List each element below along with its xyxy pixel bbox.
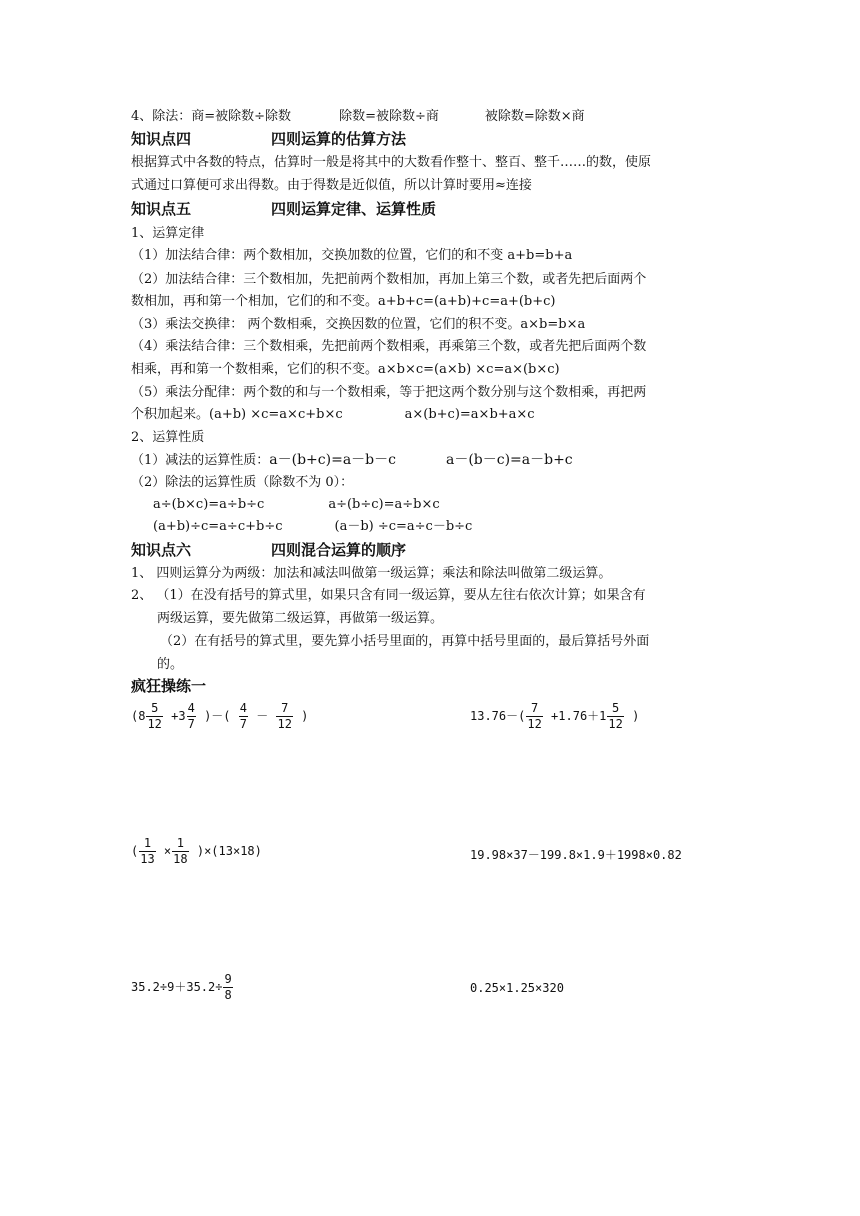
- formula: (a+b)÷c=a÷c+b÷c: [153, 519, 283, 534]
- paragraph-line: （5）乘法分配律：两个数的和与一个数相乘，等于把这两个数分别与这个数相乘，再把两: [131, 385, 647, 400]
- paragraph-line: 的。: [157, 657, 184, 672]
- paragraph-line: 1、 四则运算分为两级：加法和减法叫做第一级运算；乘法和除法叫做第二级运算。: [131, 566, 612, 581]
- expr-part: 13.76－(: [470, 709, 526, 723]
- fraction: [607, 701, 623, 732]
- expr-part: ×: [163, 844, 172, 858]
- fraction: [187, 701, 196, 732]
- paragraph-line: （1）加法结合律：两个数相加，交换加数的位置，它们的和不变 a+b=b+a: [131, 248, 573, 263]
- numerator: 1: [139, 836, 155, 852]
- paragraph-line: 相乘，再和第一个数相乘，它们的积不变。a×b×c=(a×b) ×c=a×(b×c): [131, 362, 560, 377]
- expr-part: 35.2÷9＋35.2÷: [131, 980, 223, 994]
- heading-label: 知识点五: [131, 200, 192, 218]
- paragraph-line: [153, 518, 472, 536]
- heading-label: 知识点六: [131, 541, 192, 559]
- expr-part: ): [632, 709, 640, 723]
- paragraph-line: [131, 406, 535, 424]
- expr-part: )－(: [204, 709, 231, 723]
- section-heading-6: [131, 541, 407, 559]
- fraction: [239, 701, 248, 732]
- numerator: 1: [172, 836, 188, 852]
- expr-part: (: [131, 844, 139, 858]
- formula: (a－b) ÷c=a÷c－b÷c: [334, 519, 473, 534]
- paragraph-line: 式通过口算便可求出得数。由于得数是近似值，所以计算时要用≈连接: [131, 178, 532, 193]
- paragraph-line: （2）除法的运算性质（除数不为 0）：: [131, 475, 354, 490]
- subheading: 2、运算性质: [131, 430, 205, 445]
- paragraph-line: 2、 （1）在没有括号的算式里，如果只含有同一级运算，要从左往右依次计算；如果含有: [131, 588, 646, 603]
- numerator: 5: [146, 701, 162, 717]
- fraction: [526, 701, 542, 732]
- expr-part: )×(13×18): [196, 844, 262, 858]
- paragraph-line: （2）在有括号的算式里，要先算小括号里面的，再算中括号里面的，最后算括号外面: [160, 634, 650, 649]
- denominator: 12: [608, 717, 623, 731]
- exercise-2: [470, 701, 639, 732]
- paragraph-line: 根据算式中各数的特点，估算时一般是将其中的大数看作整十、整百、整千……的数，使原: [131, 155, 652, 170]
- expr-part: +1.76＋1: [551, 709, 607, 723]
- denominator: 13: [140, 852, 155, 866]
- label: （1）减法的运算性质：: [131, 453, 270, 468]
- formula: a÷(b÷c)=a÷b×c: [328, 497, 440, 512]
- subheading: 1、运算定律: [131, 226, 205, 241]
- formula: a－(b+c)=a－b－c: [269, 452, 396, 468]
- numerator: 4: [239, 701, 247, 715]
- expr-part: (8: [131, 709, 146, 723]
- division-1: 4、除法：商=被除数÷除数: [131, 109, 292, 124]
- numerator: 9: [224, 972, 232, 986]
- paragraph-line: [131, 451, 573, 470]
- section-heading-4: [131, 130, 407, 148]
- heading-label: 知识点四: [131, 130, 192, 148]
- paragraph-line: （3）乘法交换律： 两个数相乘，交换因数的位置，它们的积不变。a×b=b×a: [131, 317, 586, 332]
- denominator: 18: [173, 852, 188, 866]
- section-heading-5: [131, 200, 437, 218]
- paragraph-line: [153, 496, 440, 514]
- expr-part: ): [301, 709, 309, 723]
- exercise-1: [131, 701, 308, 732]
- paragraph-line: 两级运算，要先做第二级运算，再做第一级运算。: [157, 611, 444, 626]
- exercise-4: 19.98×37－199.8×1.9＋1998×0.82: [470, 848, 682, 862]
- fraction: [276, 701, 292, 732]
- heading-title: 四则混合运算的顺序: [271, 541, 407, 559]
- formula: a－(b－c)=a－b+c: [445, 452, 573, 468]
- formula: a×(b+c)=a×b+a×c: [404, 407, 535, 422]
- formula: a÷(b×c)=a÷b÷c: [153, 497, 265, 512]
- exercise-6: 0.25×1.25×320: [470, 981, 564, 995]
- fraction: [139, 836, 155, 867]
- numerator: 5: [607, 701, 623, 717]
- exercise-3: [131, 836, 262, 867]
- division-2: 除数=被除数÷商: [339, 109, 439, 124]
- heading-title: 四则运算定律、运算性质: [271, 200, 437, 218]
- denominator: 8: [224, 988, 232, 1002]
- expr-part: －: [256, 709, 269, 723]
- division-3: 被除数=除数×商: [484, 109, 585, 124]
- denominator: 12: [277, 717, 292, 731]
- denominator: 12: [527, 717, 542, 731]
- practice-heading: 疯狂操练一: [131, 677, 207, 695]
- numerator: 7: [526, 701, 542, 717]
- fraction: [146, 701, 162, 732]
- denominator: 7: [239, 717, 247, 731]
- formula: 个积加起来。(a+b) ×c=a×c+b×c: [131, 407, 343, 422]
- exercise-5: [131, 972, 234, 1003]
- paragraph-line: （2）加法结合律：三个数相加，先把前两个数相加，再加上第三个数，或者先把后面两个: [131, 272, 647, 287]
- numerator: 4: [187, 701, 195, 715]
- paragraph-line: 数相加，再和第一个相加，它们的和不变。a+b+c=(a+b)+c=a+(b+c): [131, 294, 556, 309]
- paragraph-line: （4）乘法结合律：三个数相乘，先把前两个数相乘，再乘第三个数，或者先把后面两个数: [131, 339, 647, 354]
- heading-title: 四则运算的估算方法: [271, 130, 407, 148]
- denominator: 7: [187, 717, 195, 731]
- fraction: [223, 972, 232, 1003]
- numerator: 7: [276, 701, 292, 717]
- division-line: [131, 108, 585, 126]
- expr-part: +3: [171, 709, 186, 723]
- fraction: [172, 836, 188, 867]
- denominator: 12: [147, 717, 162, 731]
